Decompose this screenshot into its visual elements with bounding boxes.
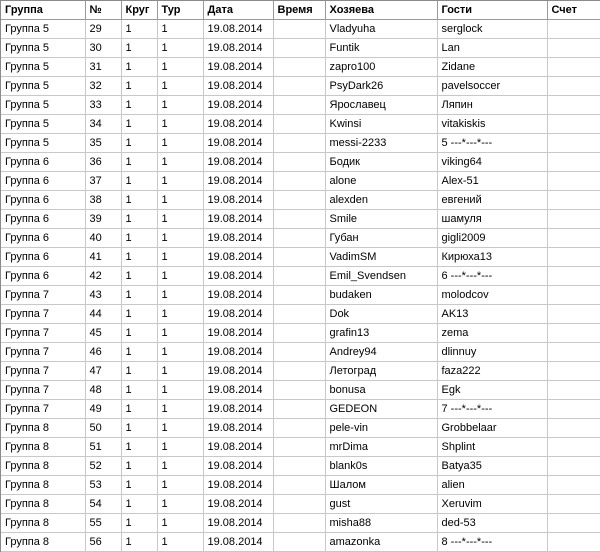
cell-date[interactable]: 19.08.2014 <box>203 513 273 532</box>
cell-match-number[interactable]: 48 <box>85 380 121 399</box>
cell-round[interactable]: 1 <box>121 171 157 190</box>
cell-date[interactable]: 19.08.2014 <box>203 266 273 285</box>
cell-match-number[interactable]: 41 <box>85 247 121 266</box>
cell-home[interactable]: Smile <box>325 209 437 228</box>
cell-score[interactable] <box>547 57 600 76</box>
cell-home[interactable]: mrDima <box>325 437 437 456</box>
cell-match-number[interactable]: 50 <box>85 418 121 437</box>
cell-match-number[interactable]: 56 <box>85 532 121 551</box>
cell-match-number[interactable]: 51 <box>85 437 121 456</box>
cell-time[interactable] <box>273 95 325 114</box>
cell-date[interactable]: 19.08.2014 <box>203 57 273 76</box>
column-header-home[interactable]: Хозяева <box>325 1 437 19</box>
table-row[interactable] <box>1 342 600 361</box>
cell-guest[interactable]: 5 ---*---*--- <box>437 133 547 152</box>
cell-round[interactable]: 1 <box>121 209 157 228</box>
cell-tour[interactable]: 1 <box>157 456 203 475</box>
cell-score[interactable] <box>547 19 600 38</box>
cell-time[interactable] <box>273 418 325 437</box>
cell-home[interactable]: Emil_Svendsen <box>325 266 437 285</box>
cell-date[interactable]: 19.08.2014 <box>203 418 273 437</box>
cell-tour[interactable]: 1 <box>157 76 203 95</box>
table-row[interactable] <box>1 19 600 38</box>
cell-guest[interactable]: zema <box>437 323 547 342</box>
cell-score[interactable] <box>547 532 600 551</box>
cell-group[interactable]: Группа 7 <box>1 323 85 342</box>
cell-date[interactable]: 19.08.2014 <box>203 95 273 114</box>
cell-home[interactable]: zapro100 <box>325 57 437 76</box>
cell-date[interactable]: 19.08.2014 <box>203 114 273 133</box>
column-header-group[interactable]: Группа <box>1 1 85 19</box>
cell-home[interactable]: pele-vin <box>325 418 437 437</box>
cell-round[interactable]: 1 <box>121 323 157 342</box>
cell-match-number[interactable]: 45 <box>85 323 121 342</box>
cell-score[interactable] <box>547 399 600 418</box>
cell-match-number[interactable]: 31 <box>85 57 121 76</box>
cell-tour[interactable]: 1 <box>157 361 203 380</box>
cell-match-number[interactable]: 37 <box>85 171 121 190</box>
cell-home[interactable]: PsyDark26 <box>325 76 437 95</box>
table-row[interactable] <box>1 323 600 342</box>
cell-home[interactable]: Vladyuha <box>325 19 437 38</box>
cell-date[interactable]: 19.08.2014 <box>203 190 273 209</box>
cell-group[interactable]: Группа 7 <box>1 285 85 304</box>
cell-match-number[interactable]: 43 <box>85 285 121 304</box>
cell-match-number[interactable]: 39 <box>85 209 121 228</box>
table-row[interactable] <box>1 361 600 380</box>
cell-group[interactable]: Группа 6 <box>1 209 85 228</box>
cell-match-number[interactable]: 33 <box>85 95 121 114</box>
cell-home[interactable]: Dok <box>325 304 437 323</box>
cell-guest[interactable]: Batya35 <box>437 456 547 475</box>
cell-round[interactable]: 1 <box>121 456 157 475</box>
cell-guest[interactable]: gigli2009 <box>437 228 547 247</box>
cell-group[interactable]: Группа 8 <box>1 494 85 513</box>
cell-score[interactable] <box>547 494 600 513</box>
cell-guest[interactable]: pavelsoccer <box>437 76 547 95</box>
cell-score[interactable] <box>547 95 600 114</box>
cell-date[interactable]: 19.08.2014 <box>203 323 273 342</box>
cell-group[interactable]: Группа 5 <box>1 57 85 76</box>
cell-group[interactable]: Группа 5 <box>1 19 85 38</box>
cell-date[interactable]: 19.08.2014 <box>203 399 273 418</box>
cell-date[interactable]: 19.08.2014 <box>203 475 273 494</box>
cell-group[interactable]: Группа 7 <box>1 361 85 380</box>
cell-home[interactable]: Kwinsi <box>325 114 437 133</box>
table-row[interactable] <box>1 456 600 475</box>
cell-date[interactable]: 19.08.2014 <box>203 456 273 475</box>
cell-time[interactable] <box>273 475 325 494</box>
cell-round[interactable]: 1 <box>121 342 157 361</box>
cell-tour[interactable]: 1 <box>157 323 203 342</box>
cell-match-number[interactable]: 35 <box>85 133 121 152</box>
cell-guest[interactable]: Egk <box>437 380 547 399</box>
cell-time[interactable] <box>273 494 325 513</box>
cell-home[interactable]: Бодик <box>325 152 437 171</box>
cell-group[interactable]: Группа 8 <box>1 475 85 494</box>
cell-date[interactable]: 19.08.2014 <box>203 361 273 380</box>
table-row[interactable] <box>1 114 600 133</box>
cell-guest[interactable]: Xeruvim <box>437 494 547 513</box>
cell-tour[interactable]: 1 <box>157 95 203 114</box>
table-body <box>1 19 600 551</box>
cell-guest[interactable]: vitakiskis <box>437 114 547 133</box>
cell-tour[interactable]: 1 <box>157 266 203 285</box>
cell-match-number[interactable]: 44 <box>85 304 121 323</box>
cell-time[interactable] <box>273 209 325 228</box>
cell-home[interactable]: GEDEON <box>325 399 437 418</box>
cell-time[interactable] <box>273 228 325 247</box>
cell-time[interactable] <box>273 380 325 399</box>
cell-date[interactable]: 19.08.2014 <box>203 494 273 513</box>
cell-home[interactable]: grafin13 <box>325 323 437 342</box>
cell-guest[interactable]: serglock <box>437 19 547 38</box>
cell-round[interactable]: 1 <box>121 361 157 380</box>
cell-score[interactable] <box>547 266 600 285</box>
cell-tour[interactable]: 1 <box>157 38 203 57</box>
cell-tour[interactable]: 1 <box>157 247 203 266</box>
column-header-match-number[interactable]: № <box>85 1 121 19</box>
cell-tour[interactable]: 1 <box>157 171 203 190</box>
cell-guest[interactable]: 7 ---*---*--- <box>437 399 547 418</box>
cell-round[interactable]: 1 <box>121 19 157 38</box>
cell-tour[interactable]: 1 <box>157 133 203 152</box>
cell-guest[interactable]: Кирюха13 <box>437 247 547 266</box>
cell-tour[interactable]: 1 <box>157 190 203 209</box>
cell-score[interactable] <box>547 114 600 133</box>
cell-home[interactable]: alone <box>325 171 437 190</box>
cell-tour[interactable]: 1 <box>157 228 203 247</box>
cell-date[interactable]: 19.08.2014 <box>203 437 273 456</box>
table-row[interactable] <box>1 209 600 228</box>
cell-match-number[interactable]: 36 <box>85 152 121 171</box>
column-header-tour[interactable]: Тур <box>157 1 203 19</box>
cell-time[interactable] <box>273 171 325 190</box>
cell-tour[interactable]: 1 <box>157 513 203 532</box>
cell-guest[interactable]: шамуля <box>437 209 547 228</box>
cell-score[interactable] <box>547 342 600 361</box>
cell-time[interactable] <box>273 190 325 209</box>
cell-date[interactable]: 19.08.2014 <box>203 133 273 152</box>
cell-round[interactable]: 1 <box>121 285 157 304</box>
table-row[interactable] <box>1 152 600 171</box>
cell-home[interactable]: Ярославец <box>325 95 437 114</box>
cell-guest[interactable]: alien <box>437 475 547 494</box>
cell-group[interactable]: Группа 5 <box>1 38 85 57</box>
cell-match-number[interactable]: 49 <box>85 399 121 418</box>
cell-home[interactable]: alexden <box>325 190 437 209</box>
table-row[interactable] <box>1 247 600 266</box>
cell-group[interactable]: Группа 8 <box>1 418 85 437</box>
cell-time[interactable] <box>273 456 325 475</box>
cell-round[interactable]: 1 <box>121 399 157 418</box>
cell-time[interactable] <box>273 342 325 361</box>
cell-score[interactable] <box>547 247 600 266</box>
cell-home[interactable]: Губан <box>325 228 437 247</box>
cell-date[interactable]: 19.08.2014 <box>203 532 273 551</box>
cell-group[interactable]: Группа 7 <box>1 304 85 323</box>
cell-score[interactable] <box>547 437 600 456</box>
cell-time[interactable] <box>273 152 325 171</box>
cell-group[interactable]: Группа 7 <box>1 342 85 361</box>
cell-score[interactable] <box>547 323 600 342</box>
cell-home[interactable]: Летоград <box>325 361 437 380</box>
cell-guest[interactable]: viking64 <box>437 152 547 171</box>
cell-guest[interactable]: molodcov <box>437 285 547 304</box>
cell-match-number[interactable]: 47 <box>85 361 121 380</box>
cell-round[interactable]: 1 <box>121 228 157 247</box>
cell-tour[interactable]: 1 <box>157 399 203 418</box>
table-row[interactable] <box>1 133 600 152</box>
cell-guest[interactable]: AK13 <box>437 304 547 323</box>
cell-date[interactable]: 19.08.2014 <box>203 209 273 228</box>
column-header-guest[interactable]: Гости <box>437 1 547 19</box>
cell-tour[interactable]: 1 <box>157 19 203 38</box>
cell-guest[interactable]: 8 ---*---*--- <box>437 532 547 551</box>
cell-round[interactable]: 1 <box>121 57 157 76</box>
cell-match-number[interactable]: 52 <box>85 456 121 475</box>
cell-tour[interactable]: 1 <box>157 152 203 171</box>
cell-score[interactable] <box>547 171 600 190</box>
cell-date[interactable]: 19.08.2014 <box>203 285 273 304</box>
table-row[interactable] <box>1 95 600 114</box>
cell-home[interactable]: Andrey94 <box>325 342 437 361</box>
table-row[interactable] <box>1 38 600 57</box>
cell-time[interactable] <box>273 114 325 133</box>
cell-guest[interactable]: 6 ---*---*--- <box>437 266 547 285</box>
cell-date[interactable]: 19.08.2014 <box>203 304 273 323</box>
cell-score[interactable] <box>547 513 600 532</box>
cell-time[interactable] <box>273 19 325 38</box>
cell-score[interactable] <box>547 456 600 475</box>
cell-tour[interactable]: 1 <box>157 285 203 304</box>
cell-guest[interactable]: Zidane <box>437 57 547 76</box>
cell-score[interactable] <box>547 380 600 399</box>
cell-time[interactable] <box>273 285 325 304</box>
cell-score[interactable] <box>547 475 600 494</box>
table-row[interactable] <box>1 418 600 437</box>
cell-group[interactable]: Группа 8 <box>1 456 85 475</box>
cell-match-number[interactable]: 46 <box>85 342 121 361</box>
cell-time[interactable] <box>273 513 325 532</box>
cell-score[interactable] <box>547 76 600 95</box>
cell-tour[interactable]: 1 <box>157 475 203 494</box>
cell-tour[interactable]: 1 <box>157 437 203 456</box>
cell-score[interactable] <box>547 228 600 247</box>
cell-time[interactable] <box>273 323 325 342</box>
cell-time[interactable] <box>273 304 325 323</box>
cell-score[interactable] <box>547 418 600 437</box>
cell-tour[interactable]: 1 <box>157 532 203 551</box>
cell-guest[interactable]: faza222 <box>437 361 547 380</box>
cell-round[interactable]: 1 <box>121 513 157 532</box>
cell-home[interactable]: gust <box>325 494 437 513</box>
cell-group[interactable]: Группа 8 <box>1 437 85 456</box>
cell-tour[interactable]: 1 <box>157 494 203 513</box>
cell-match-number[interactable]: 55 <box>85 513 121 532</box>
cell-home[interactable]: VadimSM <box>325 247 437 266</box>
table-row[interactable] <box>1 399 600 418</box>
cell-score[interactable] <box>547 38 600 57</box>
cell-group[interactable]: Группа 5 <box>1 95 85 114</box>
table-row[interactable] <box>1 513 600 532</box>
cell-time[interactable] <box>273 247 325 266</box>
cell-group[interactable]: Группа 6 <box>1 190 85 209</box>
cell-date[interactable]: 19.08.2014 <box>203 38 273 57</box>
cell-round[interactable]: 1 <box>121 494 157 513</box>
cell-time[interactable] <box>273 532 325 551</box>
cell-date[interactable]: 19.08.2014 <box>203 380 273 399</box>
cell-home[interactable]: Funtik <box>325 38 437 57</box>
cell-time[interactable] <box>273 76 325 95</box>
cell-guest[interactable]: dlinnuy <box>437 342 547 361</box>
cell-match-number[interactable]: 38 <box>85 190 121 209</box>
cell-match-number[interactable]: 30 <box>85 38 121 57</box>
cell-home[interactable]: blank0s <box>325 456 437 475</box>
cell-tour[interactable]: 1 <box>157 57 203 76</box>
cell-time[interactable] <box>273 361 325 380</box>
cell-tour[interactable]: 1 <box>157 114 203 133</box>
table-row[interactable] <box>1 228 600 247</box>
cell-home[interactable]: misha88 <box>325 513 437 532</box>
cell-round[interactable]: 1 <box>121 418 157 437</box>
cell-time[interactable] <box>273 57 325 76</box>
cell-score[interactable] <box>547 152 600 171</box>
table-row[interactable] <box>1 190 600 209</box>
cell-guest[interactable]: ded-53 <box>437 513 547 532</box>
cell-round[interactable]: 1 <box>121 114 157 133</box>
cell-group[interactable]: Группа 5 <box>1 133 85 152</box>
cell-home[interactable]: Шалом <box>325 475 437 494</box>
column-header-date[interactable]: Дата <box>203 1 273 19</box>
cell-match-number[interactable]: 32 <box>85 76 121 95</box>
cell-date[interactable]: 19.08.2014 <box>203 19 273 38</box>
cell-match-number[interactable]: 53 <box>85 475 121 494</box>
cell-round[interactable]: 1 <box>121 76 157 95</box>
cell-score[interactable] <box>547 361 600 380</box>
table-row[interactable] <box>1 437 600 456</box>
cell-round[interactable]: 1 <box>121 304 157 323</box>
cell-group[interactable]: Группа 8 <box>1 513 85 532</box>
table-row[interactable] <box>1 285 600 304</box>
cell-score[interactable] <box>547 285 600 304</box>
cell-home[interactable]: amazonka <box>325 532 437 551</box>
cell-time[interactable] <box>273 133 325 152</box>
cell-tour[interactable]: 1 <box>157 342 203 361</box>
cell-round[interactable]: 1 <box>121 532 157 551</box>
column-header-round[interactable]: Круг <box>121 1 157 19</box>
cell-group[interactable]: Группа 6 <box>1 152 85 171</box>
cell-home[interactable]: messi-2233 <box>325 133 437 152</box>
table-row[interactable] <box>1 532 600 551</box>
cell-time[interactable] <box>273 266 325 285</box>
cell-score[interactable] <box>547 209 600 228</box>
cell-time[interactable] <box>273 399 325 418</box>
cell-group[interactable]: Группа 5 <box>1 114 85 133</box>
cell-tour[interactable]: 1 <box>157 418 203 437</box>
cell-group[interactable]: Группа 7 <box>1 399 85 418</box>
column-header-score[interactable]: Счет <box>547 1 600 19</box>
cell-group[interactable]: Группа 8 <box>1 532 85 551</box>
cell-time[interactable] <box>273 38 325 57</box>
cell-round[interactable]: 1 <box>121 190 157 209</box>
cell-match-number[interactable]: 54 <box>85 494 121 513</box>
cell-guest[interactable]: евгений <box>437 190 547 209</box>
cell-guest[interactable]: Shplint <box>437 437 547 456</box>
cell-tour[interactable]: 1 <box>157 304 203 323</box>
cell-group[interactable]: Группа 7 <box>1 380 85 399</box>
header-row <box>1 1 600 19</box>
cell-guest[interactable]: Lan <box>437 38 547 57</box>
cell-round[interactable]: 1 <box>121 475 157 494</box>
cell-date[interactable]: 19.08.2014 <box>203 247 273 266</box>
match-table <box>1 1 600 552</box>
cell-date[interactable]: 19.08.2014 <box>203 76 273 95</box>
table-row[interactable] <box>1 475 600 494</box>
cell-home[interactable]: bonusa <box>325 380 437 399</box>
cell-date[interactable]: 19.08.2014 <box>203 171 273 190</box>
cell-score[interactable] <box>547 190 600 209</box>
cell-match-number[interactable]: 29 <box>85 19 121 38</box>
cell-time[interactable] <box>273 437 325 456</box>
cell-score[interactable] <box>547 133 600 152</box>
table-row[interactable] <box>1 57 600 76</box>
cell-round[interactable]: 1 <box>121 38 157 57</box>
cell-match-number[interactable]: 42 <box>85 266 121 285</box>
cell-group[interactable]: Группа 6 <box>1 228 85 247</box>
cell-round[interactable]: 1 <box>121 247 157 266</box>
cell-date[interactable]: 19.08.2014 <box>203 342 273 361</box>
cell-date[interactable]: 19.08.2014 <box>203 152 273 171</box>
cell-date[interactable]: 19.08.2014 <box>203 228 273 247</box>
cell-round[interactable]: 1 <box>121 380 157 399</box>
table-row[interactable] <box>1 304 600 323</box>
cell-guest[interactable]: Alex-51 <box>437 171 547 190</box>
cell-round[interactable]: 1 <box>121 266 157 285</box>
cell-tour[interactable]: 1 <box>157 209 203 228</box>
cell-round[interactable]: 1 <box>121 133 157 152</box>
cell-group[interactable]: Группа 6 <box>1 247 85 266</box>
cell-round[interactable]: 1 <box>121 437 157 456</box>
cell-match-number[interactable]: 34 <box>85 114 121 133</box>
cell-score[interactable] <box>547 304 600 323</box>
cell-home[interactable]: budaken <box>325 285 437 304</box>
table-row[interactable] <box>1 380 600 399</box>
cell-round[interactable]: 1 <box>121 95 157 114</box>
cell-match-number[interactable]: 40 <box>85 228 121 247</box>
cell-guest[interactable]: Grobbelaar <box>437 418 547 437</box>
table-row[interactable] <box>1 76 600 95</box>
cell-round[interactable]: 1 <box>121 152 157 171</box>
table-row[interactable] <box>1 266 600 285</box>
cell-group[interactable]: Группа 5 <box>1 76 85 95</box>
cell-group[interactable]: Группа 6 <box>1 266 85 285</box>
cell-guest[interactable]: Ляпин <box>437 95 547 114</box>
column-header-time[interactable]: Время <box>273 1 325 19</box>
cell-group[interactable]: Группа 6 <box>1 171 85 190</box>
cell-tour[interactable]: 1 <box>157 380 203 399</box>
table-row[interactable] <box>1 494 600 513</box>
table-row[interactable] <box>1 171 600 190</box>
